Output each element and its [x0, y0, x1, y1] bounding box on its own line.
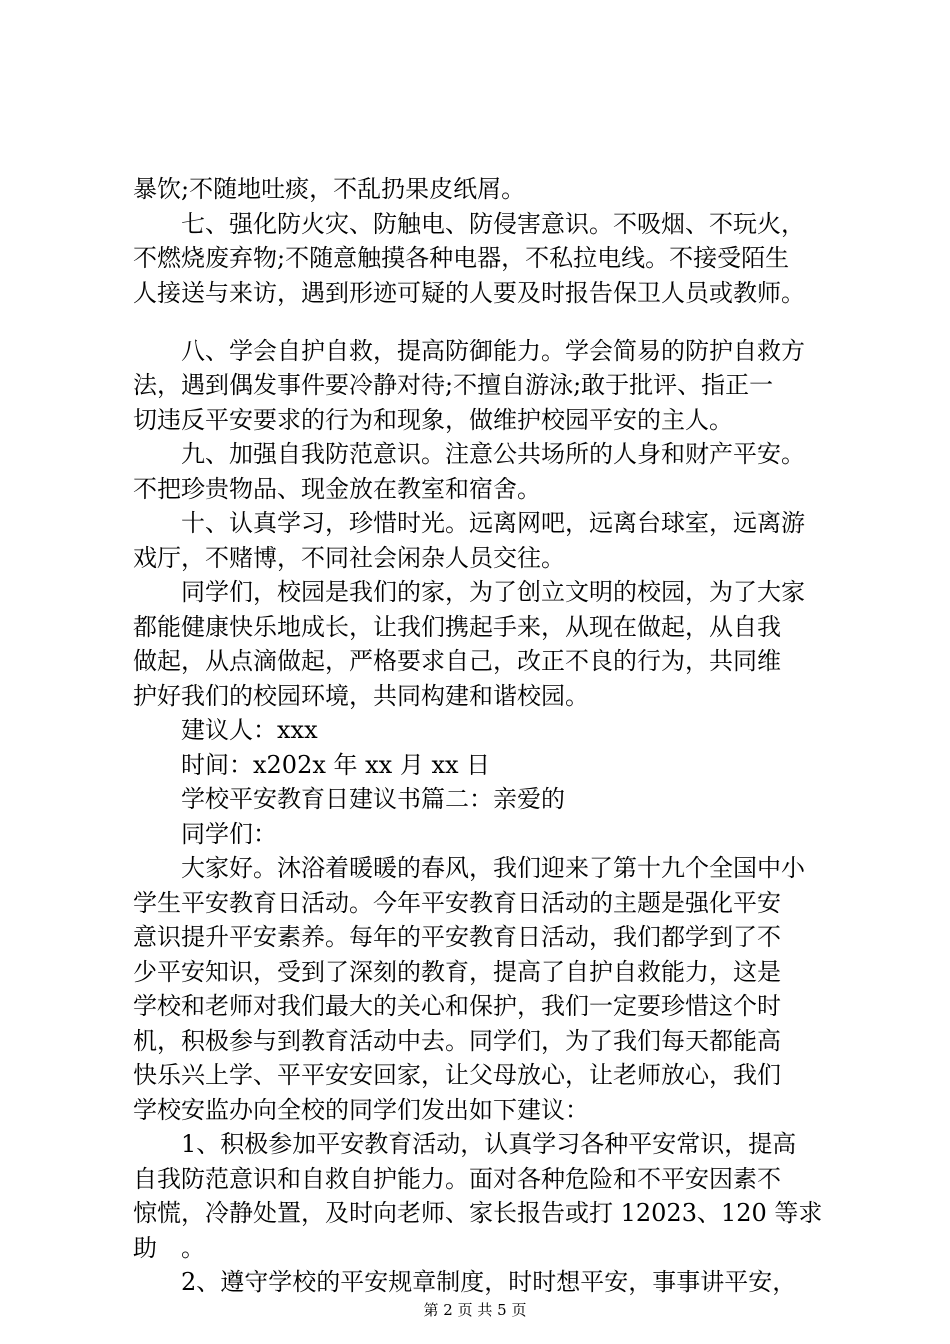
text-line: 法，遇到偶发事件要冷静对待;不擅自游泳;敢于批评、指正一	[133, 371, 774, 399]
text-line: 暴饮;不随地吐痰，不乱扔果皮纸屑。	[133, 175, 526, 203]
text-line: 十、认真学习，珍惜时光。远离网吧，远离台球室，远离游	[181, 509, 805, 537]
page-footer: 第 2 页 共 5 页	[423, 1301, 527, 1319]
text-line: 少平安知识，受到了深刻的教育，提高了自护自救能力，这是	[133, 958, 781, 986]
text-line: 人接送与来访，遇到形迹可疑的人要及时报告保卫人员或教师。	[133, 279, 805, 307]
section-heading: 学校平安教育日建议书篇二：亲爱的	[181, 785, 565, 813]
text-line: 意识提升平安素养。每年的平安教育日活动，我们都学到了不	[133, 923, 781, 951]
text-line: 做起，从点滴做起，严格要求自己，改正不良的行为，共同维	[133, 647, 781, 675]
text-line: 同学们，校园是我们的家，为了创立文明的校园，为了大家	[181, 578, 805, 606]
text-line: 不燃烧废弃物;不随意触摸各种电器，不私拉电线。不接受陌生	[133, 244, 790, 272]
text-line: 切违反平安要求的行为和现象，做维护校园平安的主人。	[133, 406, 733, 434]
text-line: 护好我们的校园环境，共同构建和谐校园。	[133, 682, 589, 710]
date-line: 时间：x202x 年 xx 月 xx 日	[181, 751, 491, 779]
signer-line: 建议人：xxx	[181, 716, 318, 744]
text-line: 机，积极参与到教育活动中去。同学们，为了我们每天都能高	[133, 1027, 781, 1055]
text-line: 七、强化防火灾、防触电、防侵害意识。不吸烟、不玩火，	[181, 210, 805, 238]
text-line: 九、加强自我防范意识。注意公共场所的人身和财产平安。	[181, 440, 805, 468]
text-line: 不把珍贵物品、现金放在教室和宿舍。	[133, 475, 541, 503]
text-line: 自我防范意识和自救自护能力。面对各种危险和不平安因素不	[133, 1165, 781, 1193]
text-line: 学校和老师对我们最大的关心和保护，我们一定要珍惜这个时	[133, 992, 781, 1020]
text-line: 1、积极参加平安教育活动，认真学习各种平安常识，提高	[181, 1130, 797, 1158]
text-line: 惊慌，冷静处置，及时向老师、家长报告或打 12023、120 等求	[133, 1199, 823, 1227]
text-line: 戏厅，不赌博，不同社会闲杂人员交往。	[133, 544, 565, 572]
text-line: 八、学会自护自救，提高防御能力。学会简易的防护自救方	[181, 337, 805, 365]
text-line: 快乐兴上学、平平安安回家，让父母放心，让老师放心，我们	[133, 1061, 781, 1089]
text-line: 大家好。沐浴着暖暖的春风，我们迎来了第十九个全国中小	[181, 854, 805, 882]
text-line: 助 。	[133, 1234, 205, 1262]
text-line: 学校安监办向全校的同学们发出如下建议：	[133, 1096, 589, 1124]
text-line: 学生平安教育日活动。今年平安教育日活动的主题是强化平安	[133, 889, 781, 917]
text-line: 2、遵守学校的平安规章制度，时时想平安，事事讲平安，	[181, 1268, 797, 1296]
salutation-line: 同学们：	[181, 820, 277, 848]
text-line: 都能健康快乐地成长，让我们携起手来，从现在做起，从自我	[133, 613, 781, 641]
